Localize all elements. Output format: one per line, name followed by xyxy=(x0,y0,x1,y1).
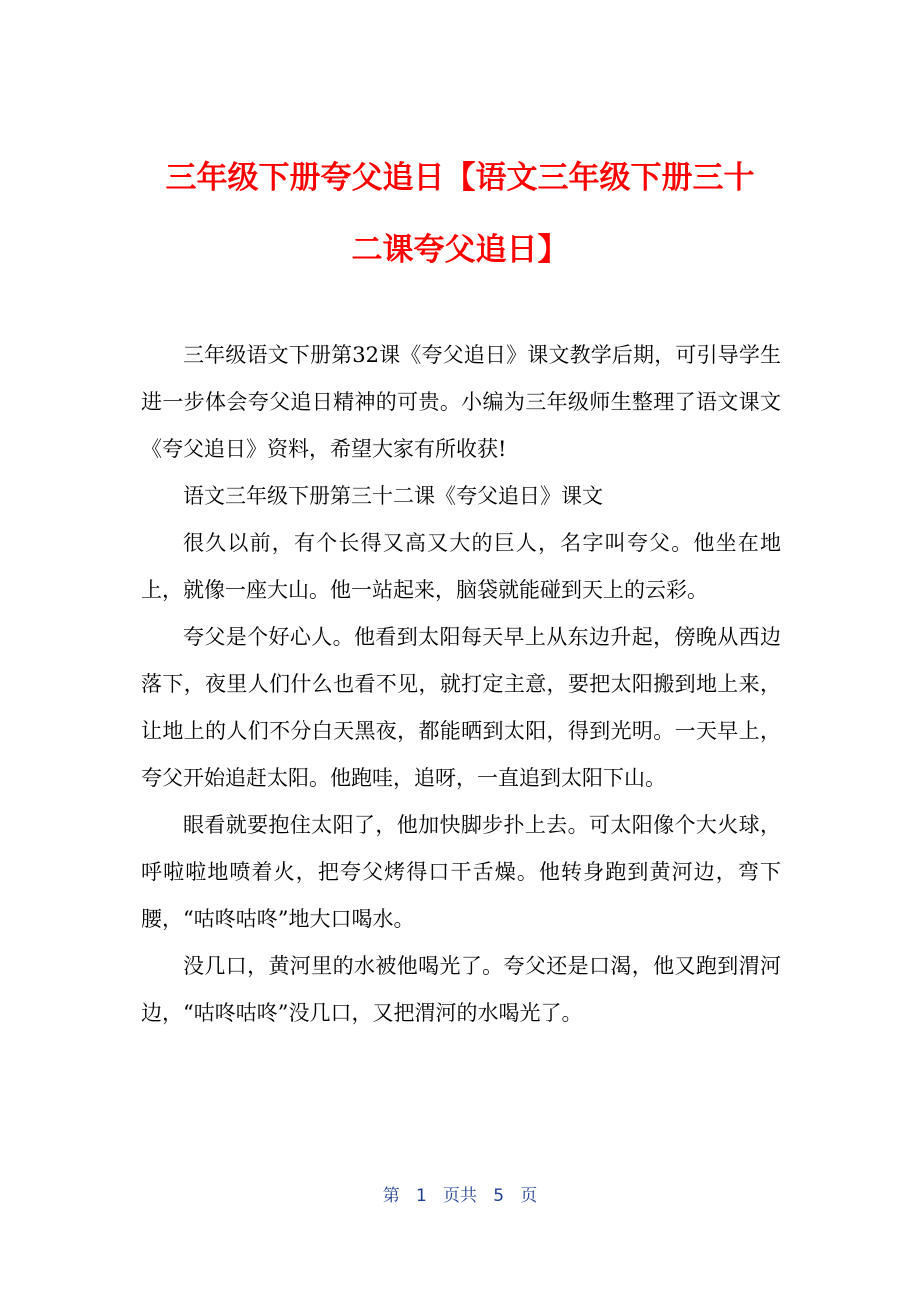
footer-middle: 页共 xyxy=(443,1186,477,1206)
title-line-2: 二课夸父追日】 xyxy=(351,232,569,268)
footer-page-number: 1 xyxy=(415,1186,427,1206)
document-title xyxy=(110,142,810,286)
footer-suffix: 页 xyxy=(520,1186,538,1206)
paragraph-intro: 三年级语文下册第32课《夸父追日》课文教学后期，可引导学生进一步体会夸父追日精神的可贵。小编为三年级师生整理了语文课文《夸父追日》资料，希望大家有所收获! xyxy=(141,343,781,461)
paragraph-2: 夸父是个好心人。他看到太阳每天早上从东边升起，傍晚从西边落下，夜里人们什么也看不见，就打定主意，要把太阳搬到地上来，让地上的人们不分白天黑夜，都能晒到太阳，得到光明。一天早上，夸父开始追赶太阳。他跑哇，追呀，一直追到太阳下山。 xyxy=(141,625,781,790)
footer-total-pages: 5 xyxy=(493,1186,505,1206)
document-body xyxy=(141,332,781,1037)
paragraph-4: 没几口，黄河里的水被他喝光了。夸父还是口渴，他又跑到渭河边，“咕咚咕咚”没几口，又把渭河的水喝光了。 xyxy=(141,954,781,1025)
page-footer xyxy=(0,1184,920,1208)
paragraph-1: 很久以前，有个长得又高又大的巨人，名字叫夸父。他坐在地上，就像一座大山。他一站起来，脑袋就能碰到天上的云彩。 xyxy=(141,531,781,602)
title-line-1: 三年级下册夸父追日【语文三年级下册三十 xyxy=(165,160,755,196)
paragraph-3: 眼看就要抱住太阳了，他加快脚步扑上去。可太阳像个大火球，呼啦啦地喷着火，把夸父烤得口干舌燥。他转身跑到黄河边，弯下腰，“咕咚咕咚”地大口喝水。 xyxy=(141,813,781,931)
footer-prefix: 第 xyxy=(382,1186,400,1206)
paragraph-heading: 语文三年级下册第三十二课《夸父追日》课文 xyxy=(183,484,603,508)
